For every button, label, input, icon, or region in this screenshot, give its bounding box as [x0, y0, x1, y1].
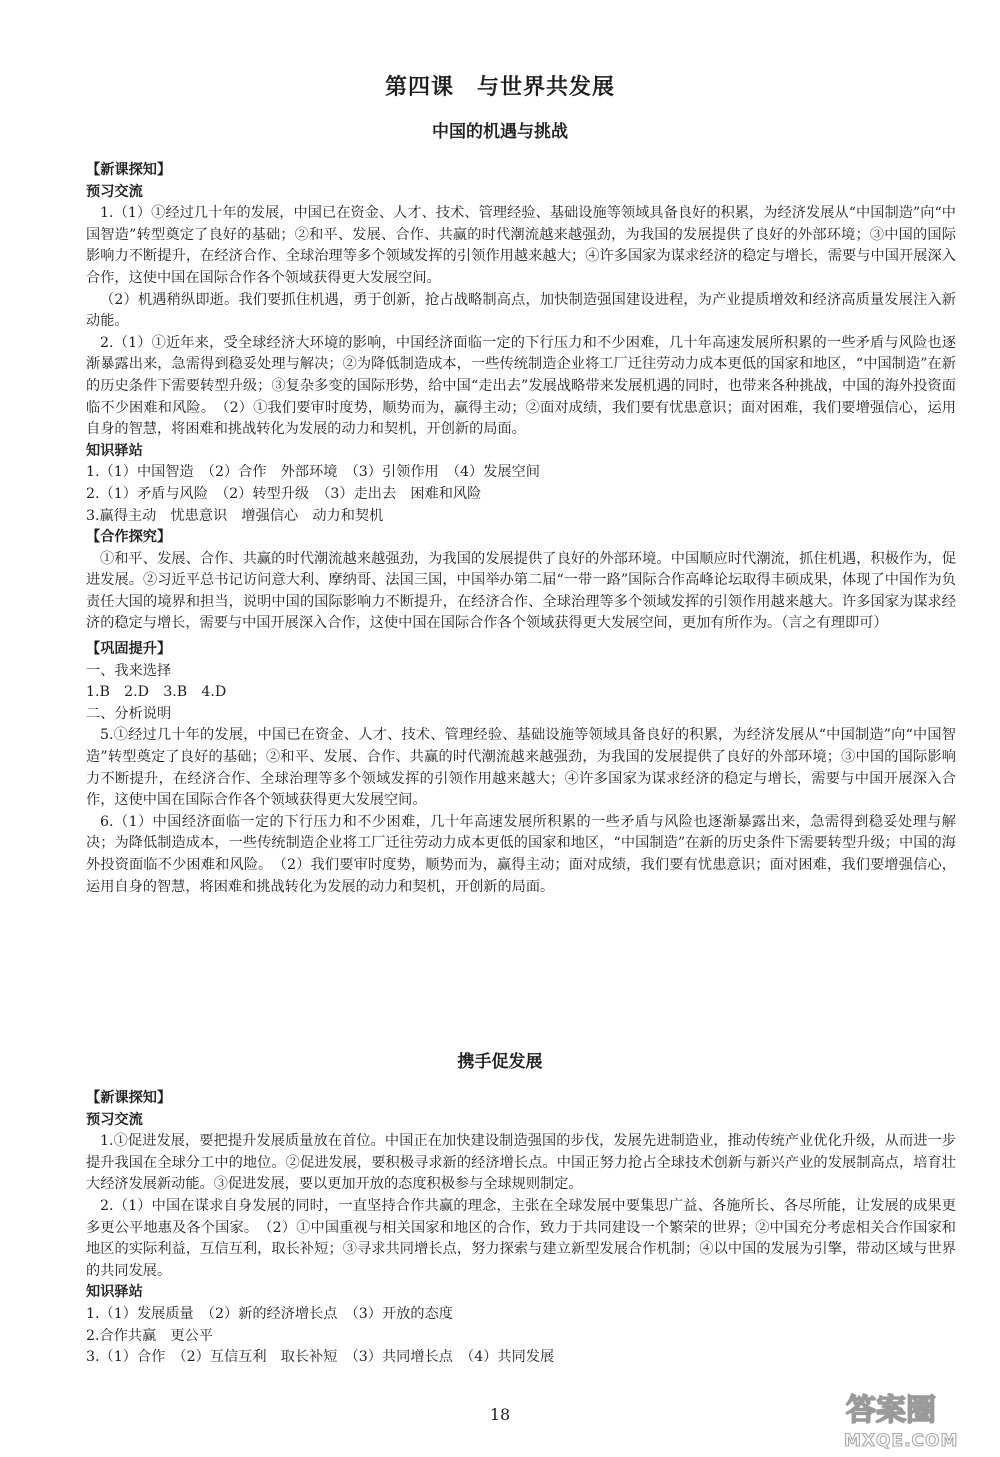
heading-consolidate: 【巩固提升】: [86, 641, 172, 658]
knowledge-item: 2.（1）矛盾与风险 （2）转型升级 （3）走出去 困难和风险: [86, 485, 482, 502]
section-2-body: [86, 1088, 956, 1369]
heading-knowledge: 知识驿站: [86, 1284, 143, 1301]
knowledge-item: 1.（1）发展质量 （2）新的经济增长点 （3）开放的态度: [86, 1305, 453, 1322]
watermark-top-text: 答案圈: [846, 1393, 936, 1428]
knowledge-item: 3.（1）合作 （2）互信互利 取长补短 （3）共同增长点 （4）共同发展: [86, 1349, 555, 1366]
heading-knowledge: 知识驿站: [86, 442, 143, 459]
watermark-bottom-text: MXQE.COM: [844, 1431, 959, 1450]
heading-new-lesson: 【新课探知】: [86, 162, 172, 178]
preview-paragraph: 1.①促进发展，要把提升发展质量放在首位。中国正在加快建设制造强国的步伐，发展先进制造业，推动传统产业优化升级，从而进一步提升我国在全球分工中的地位。②促进发展，要积极寻求新的经济增长点。中国正努力抢占全球技术创新与新兴产业的发展制高点，培育壮大经济发展新动能。③促进发展，要以更加开放的态度积极参与全球规则制定。: [86, 1133, 956, 1193]
heading-preview: 预习交流: [86, 183, 143, 200]
section-title: 携手促发展: [457, 1052, 543, 1072]
section-1-body: [86, 160, 956, 898]
heading-new-lesson: 【新课探知】: [86, 1090, 172, 1106]
preview-paragraph: 2.（1）中国在谋求自身发展的同时，一直坚持合作共赢的理念，主张在全球发展中要集思广益、各施所长、各尽所能，让发展的成果更多更公平地惠及各个国家。 （2）①中国重视与相关国家和地区的合作，致力于共同建设一个繁荣的世界；②中国充分考虑相关合作国家和地区的实际利益，互信互利，取长补短；③寻求共同增长点，努力探索与建立新型发展合作机制；④以中国的发展为引擎，带动区域与世界的共同发展。: [86, 1197, 956, 1279]
watermark-logo: [838, 1388, 988, 1450]
page-number: 18: [489, 1405, 511, 1424]
heading-cooperate: 【合作探究】: [86, 529, 172, 546]
preview-paragraph: （2）机遇稍纵即逝。我们要抓住机遇，勇于创新，抢占战略制高点，加快制造强国建设进程，为产业提质增效和经济高质量发展注入新动能。: [86, 291, 956, 330]
analysis-paragraph: 6.（1）中国经济面临一定的下行压力和不少困难，几十年高速发展所积累的一些矛盾与风险也逐渐暴露出来，急需得到稳妥处理与解决；为降低制造成本，一些传统制造企业将工厂迁往劳动力成本更低的国家和地区，“中国制造”在新的历史条件下需要转型升级；中国的海外投资面临不少困难和风险。 （2）我们要审时度势，顺势而为，赢得主动；面对成绩，我们要有忧患意识；面对困难，我们要增强信心，运用自身的智慧，将困难和挑战转化为发展的动力和契机，开创新的局面。: [86, 813, 956, 895]
knowledge-item: 3.赢得主动 忧患意识 增强信心 动力和契机: [86, 507, 384, 524]
preview-paragraph: 2.（1）①近年来，受全球经济大环境的影响，中国经济面临一定的下行压力和不少困难，几十年高速发展所积累的一些矛盾与风险也逐渐暴露出来，急需得到稳妥处理与解决；②为降低制造成本，一些传统制造企业将工厂迁往劳动力成本更低的国家和地区，“中国制造”在新的历史条件下需要转型升级；③复杂多变的国际形势，给中国“走出去”发展战略带来发展机遇的同时，也带来各种挑战，中国的海外投资面临不少困难和风险。 （2）①我们要审时度势，顺势而为，赢得主动；②面对成绩，我们要有忧患意识；面对困难，我们要增强信心，运用自身的智慧，将困难和挑战转化为发展的动力和契机，开创新的局面。: [86, 334, 956, 438]
preview-paragraph: 1.（1）①经过几十年的发展，中国已在资金、人才、技术、管理经验、基础设施等领域具备良好的积累，为经济发展从“中国制造”向“中国智造”转型奠定了良好的基础；②和平、发展、合作、共赢的时代潮流越来越强劲，为我国的发展提供了良好的外部环境；③中国的国际影响力不断提升，在经济合作、全球治理等多个领域发挥的引领作用越来越大；④许多国家为谋求经济的稳定与增长，需要与中国开展深入合作，这使中国在国际合作各个领域获得更大发展空间。: [86, 205, 956, 286]
cooperate-paragraph: ①和平、发展、合作、共赢的时代潮流越来越强劲，为我国的发展提供了良好的外部环境。中国顺应时代潮流，抓住机遇，积极作为，促进发展。②习近平总书记访问意大利、摩纳哥、法国三国，中国举办第二届“一带一路”国际合作高峰论坛取得丰硕成果，体现了中国作为负责任大国的境界和担当，说明中国的国际影响力不断提升，在经济合作、全球治理等多个领域发挥的引领作用越来越大。许多国家为谋求经济的稳定与增长，需要与中国开展深入合作，这使中国在国际合作各个领域获得更大发展空间，更加有所作为。（言之有理即可）: [86, 550, 956, 632]
heading-preview: 预习交流: [86, 1111, 143, 1128]
analysis-paragraph: 5.①经过几十年的发展，中国已在资金、人才、技术、管理经验、基础设施等领域具备良好的积累，为经济发展从“中国制造”向“中国智造”转型奠定了良好的基础；②和平、发展、合作、共赢的时代潮流越来越强劲，为我国的发展提供了良好的外部环境；③中国的国际影响力不断提升，在经济合作、全球治理等多个领域发挥的引领作用越来越大；④许多国家为谋求经济的稳定与增长，需要与中国开展深入合作，这使中国在国际合作各个领域获得更大发展空间。: [86, 727, 956, 809]
knowledge-item: 1.（1）中国智造 （2）合作 外部环境 （3）引领作用 （4）发展空间: [86, 464, 540, 481]
analysis-heading: 二、分析说明: [86, 705, 172, 722]
section-title: 中国的机遇与挑战: [432, 122, 568, 142]
knowledge-item: 2.合作共赢 更公平: [86, 1327, 214, 1344]
choice-heading: 一、我来选择: [86, 662, 172, 679]
lesson-title: 第四课 与世界共发展: [384, 75, 615, 100]
choice-answers: 1.B 2.D 3.B 4.D: [86, 684, 227, 701]
